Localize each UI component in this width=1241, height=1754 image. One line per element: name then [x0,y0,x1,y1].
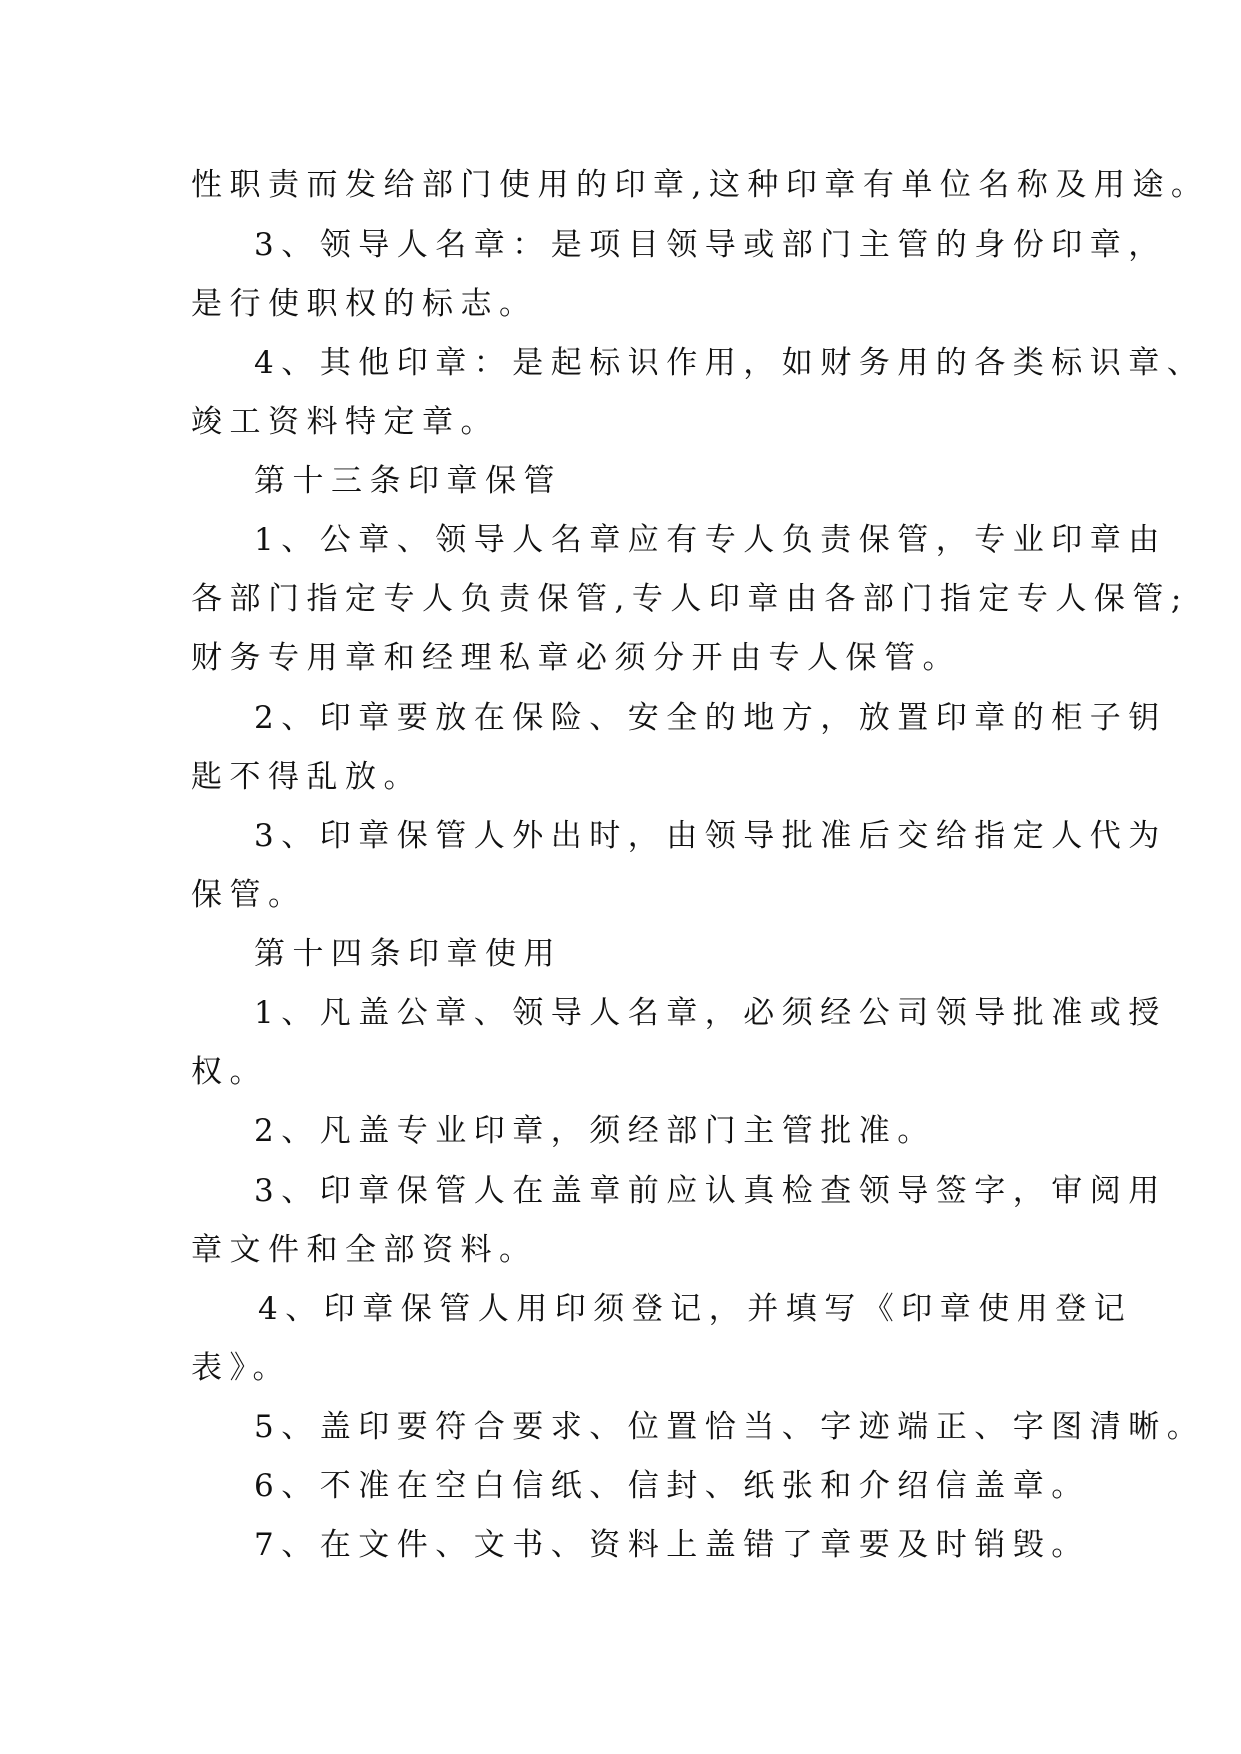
text-line: 4、其他印章：是起标识作用，如财务用的各类标识章、 [254,345,1206,381]
text-line: 7、在文件、文书、资料上盖错了章要及时销毁。 [254,1527,1090,1563]
text-line: 5、盖印要符合要求、位置恰当、字迹端正、字图清晰。 [254,1409,1206,1445]
text-line: 1、公章、领导人名章应有专人负责保管，专业印章由 [254,522,1167,558]
section-heading: 第十三条印章保管 [254,463,562,499]
section-heading: 第十四条印章使用 [254,936,562,972]
text-line: 1、凡盖公章、领导人名章，必须经公司领导批准或授 [254,995,1167,1031]
text-line: 3、印章保管人在盖章前应认真检查领导签字，审阅用 [254,1173,1167,1209]
text-line: 章文件和全部资料。 [191,1232,538,1268]
text-line: 保管。 [191,877,307,913]
text-line: 6、不准在空白信纸、信封、纸张和介绍信盖章。 [254,1468,1090,1504]
text-line: 匙不得乱放。 [191,759,422,795]
text-line: 各部门指定专人负责保管,专人印章由各部门指定专人保管; [191,581,1189,617]
text-line: 3、印章保管人外出时，由领导批准后交给指定人代为 [254,818,1167,854]
text-line: 财务专用章和经理私章必须分开由专人保管。 [191,640,961,676]
text-line: 2、印章要放在保险、安全的地方，放置印章的柜子钥 [254,700,1167,736]
text-line: 3、领导人名章：是项目领导或部门主管的身份印章， [254,227,1167,263]
text-line: 2、凡盖专业印章，须经部门主管批准。 [254,1113,936,1149]
text-line: 4、印章保管人用印须登记，并填写《印章使用登记 [258,1291,1133,1327]
text-line: 竣工资料特定章。 [191,404,499,440]
text-line: 是行使职权的标志。 [191,286,538,322]
text-line: 表》。 [191,1350,291,1386]
text-line: 性职责而发给部门使用的印章,这种印章有单位名称及用途。 [191,167,1210,203]
text-line: 权。 [191,1054,268,1090]
